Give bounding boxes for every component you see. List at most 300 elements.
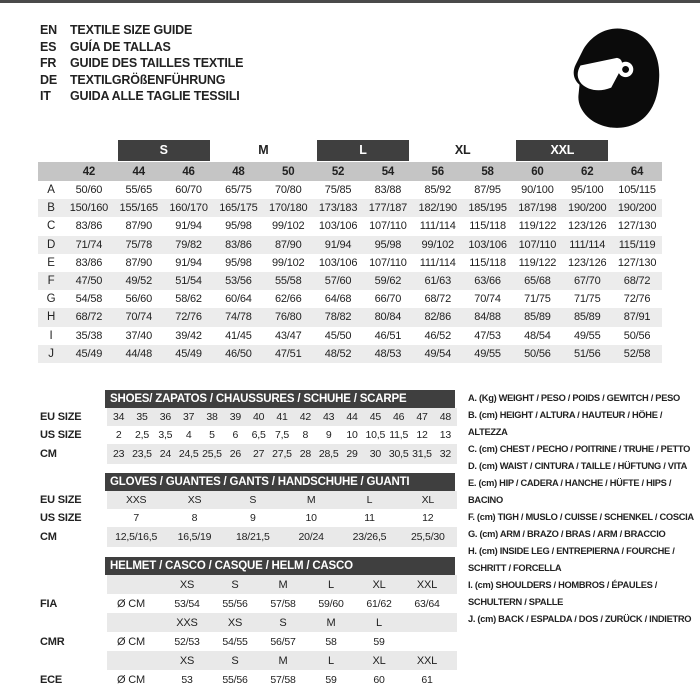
- table-cell: 35: [136, 411, 148, 423]
- table-cell: 75/85: [324, 184, 352, 197]
- table-cell: 83/86: [75, 220, 103, 233]
- size-label-cell: XXL: [416, 578, 438, 591]
- table-cell: 119/122: [518, 220, 557, 233]
- table-cell: 60: [373, 673, 385, 686]
- table-cell: 25,5/30: [411, 531, 445, 543]
- legend-item: D. (cm) WAIST / CINTURA / TAILLE / HÜFTUNG / VITA: [468, 461, 688, 471]
- table-cell: 28: [299, 448, 311, 460]
- table-cell: 12,5/16,5: [115, 531, 158, 543]
- size-group-spacer: [38, 140, 64, 161]
- helmet-title: HELMET / CASCO / CASQUE / HELM / CASCO: [105, 557, 455, 575]
- table-cell: XL: [421, 494, 435, 506]
- table-cell: 9: [325, 429, 332, 441]
- row-values: [107, 613, 457, 632]
- table-cell: 70/74: [474, 293, 501, 306]
- shoes-table: [38, 390, 458, 464]
- table-cell: 59/60: [318, 597, 344, 610]
- table-cell: 16,5/19: [177, 531, 212, 543]
- table-cell: 105/115: [618, 184, 656, 197]
- table-row: [38, 345, 662, 363]
- row-label: [38, 575, 107, 594]
- table-cell: S: [249, 494, 257, 506]
- size-label-cell: XS: [227, 616, 243, 629]
- table-cell: 107/110: [369, 256, 407, 269]
- table-cell: 103/106: [318, 220, 358, 233]
- size-label-cell: S: [279, 616, 287, 629]
- language-text: TEXTILGRÖßENFÜHRUNG: [70, 72, 226, 87]
- table-cell: 31,5: [412, 448, 432, 460]
- table-cell: 74/78: [225, 311, 252, 324]
- table-cell: 72/76: [623, 293, 651, 306]
- table-row: [38, 509, 458, 527]
- table-cell: 24,5: [178, 448, 199, 460]
- table-cell: 49/54: [424, 347, 451, 360]
- language-code: IT: [40, 89, 51, 103]
- size-group-label: XXL: [516, 140, 608, 161]
- table-row: [38, 408, 458, 426]
- language-code: FR: [40, 56, 57, 70]
- table-cell: L: [366, 494, 373, 506]
- table-cell: 7: [133, 512, 139, 524]
- table-cell: 12: [422, 512, 434, 524]
- table-cell: 87/90: [125, 256, 152, 269]
- size-label-cell: L: [328, 654, 334, 667]
- table-cell: 65/75: [225, 184, 252, 197]
- table-cell: 38: [206, 411, 218, 423]
- legend-item: C. (cm) CHEST / PECHO / POITRINE / TRUHE / PETTO: [468, 444, 691, 454]
- table-cell: 57/58: [270, 673, 296, 686]
- size-column-header: 52: [331, 165, 345, 178]
- size-column-header: 48: [232, 165, 245, 178]
- table-cell: 48: [439, 411, 451, 423]
- table-cell: 27: [253, 448, 265, 460]
- table-row: [38, 426, 458, 444]
- table-cell: 70/80: [274, 184, 302, 197]
- table-cell: 26: [229, 448, 241, 460]
- row-label: C: [46, 220, 56, 233]
- size-column-header: 56: [431, 165, 444, 178]
- table-row: [38, 181, 662, 199]
- table-row: [38, 308, 662, 326]
- legend-item: G. (cm) ARM / BRAZO / BRAS / ARM / BRACCIO: [468, 529, 666, 539]
- gloves-table: [38, 473, 458, 547]
- table-cell: 45: [369, 411, 381, 423]
- table-cell: 78/82: [324, 311, 352, 324]
- table-cell: 11,5: [389, 429, 409, 441]
- table-cell: 68/72: [75, 311, 103, 324]
- top-border-divider: [0, 0, 700, 3]
- table-cell: 45/49: [75, 347, 103, 360]
- table-cell: 23: [113, 448, 125, 460]
- table-cell: 87/91: [623, 311, 651, 324]
- table-cell: 85/89: [524, 311, 551, 324]
- table-cell: 70/74: [125, 311, 152, 324]
- helmet-table: [38, 557, 458, 689]
- legend-item: E. (cm) HIP / CADERA / HANCHE / HÜFTE / HIPS / BACINO: [468, 478, 672, 505]
- size-group-label: L: [317, 140, 409, 161]
- table-cell: 107/110: [369, 220, 407, 233]
- table-cell: 52/58: [623, 347, 651, 360]
- table-cell: 5: [209, 429, 215, 441]
- table-cell: 32: [439, 448, 451, 460]
- table-cell: 61: [421, 673, 433, 686]
- table-cell: 10: [346, 429, 358, 441]
- main-size-table-body: [38, 181, 662, 363]
- table-cell: 45/50: [324, 329, 352, 342]
- table-cell: 59: [325, 673, 337, 686]
- table-cell: 83/86: [225, 238, 252, 251]
- table-row: [38, 594, 458, 613]
- table-cell: 3,5: [158, 429, 173, 441]
- table-cell: 127/130: [617, 220, 657, 233]
- table-cell: 90/100: [521, 184, 554, 197]
- row-label: CM: [40, 531, 57, 543]
- table-cell: 72/76: [175, 311, 202, 324]
- table-cell: 119/122: [518, 256, 557, 269]
- row-values: [107, 651, 457, 670]
- table-cell: 47: [416, 411, 428, 423]
- table-cell: 49/52: [125, 275, 152, 288]
- size-column-header: 54: [381, 165, 395, 178]
- table-cell: 111/114: [419, 256, 456, 269]
- table-cell: 29: [346, 448, 358, 460]
- row-values: [107, 444, 457, 464]
- legend-item: F. (cm) TIGH / MUSLO / CUISSE / SCHENKEL / COSCIA: [468, 512, 694, 522]
- size-column-header: 44: [132, 165, 145, 178]
- table-cell: 45/49: [175, 347, 202, 360]
- table-cell: 6: [232, 429, 239, 441]
- table-cell: 182/190: [418, 202, 457, 215]
- table-cell: 56/57: [270, 635, 296, 648]
- table-cell: 50/56: [623, 329, 651, 342]
- row-label: A: [47, 184, 55, 197]
- table-cell: 44: [346, 411, 358, 423]
- table-cell: 91/94: [324, 238, 352, 251]
- table-cell: 49/55: [573, 329, 601, 342]
- table-cell: 60/70: [175, 184, 202, 197]
- table-cell: 52/53: [174, 635, 200, 648]
- legend-item: J. (cm) BACK / ESPALDA / DOS / ZURÜCK / INDIETRO: [468, 614, 692, 624]
- table-cell: 30,5: [388, 448, 409, 460]
- table-cell: 49/55: [474, 347, 501, 360]
- language-code: DE: [40, 72, 57, 87]
- table-cell: 48/53: [374, 347, 402, 360]
- table-cell: 8: [302, 429, 309, 441]
- table-cell: 127/130: [617, 256, 657, 269]
- size-label-cell: L: [376, 616, 382, 629]
- table-cell: 91/94: [175, 220, 202, 233]
- table-cell: 103/106: [318, 256, 358, 269]
- table-cell: 84/88: [474, 311, 501, 324]
- table-cell: 27,5: [272, 448, 292, 460]
- table-cell: 8: [191, 512, 198, 524]
- table-cell: 55/56: [222, 597, 248, 610]
- size-group-spacer: [64, 140, 114, 161]
- table-cell: 103/106: [468, 238, 507, 251]
- legend-item: H. (cm) INSIDE LEG / ENTREPIERNA / FOURCHE / SCHRITT / FORCELLA: [468, 546, 675, 573]
- helmet-icon-svg: [568, 24, 664, 134]
- table-cell: 57/58: [270, 597, 296, 610]
- table-cell: 62/66: [274, 293, 302, 306]
- table-cell: 39: [229, 411, 241, 423]
- row-values: [107, 426, 457, 444]
- table-cell: 185/195: [468, 202, 507, 215]
- table-cell: 66/70: [374, 293, 402, 306]
- shoes-title: SHOES/ ZAPATOS / CHAUSSURES / SCHUHE / SCARPE: [105, 390, 455, 408]
- table-cell: 76/80: [274, 311, 302, 324]
- table-cell: 56/60: [125, 293, 152, 306]
- table-cell: 54/58: [75, 293, 103, 306]
- size-column-header: 64: [630, 165, 644, 178]
- row-label: EU SIZE: [40, 411, 82, 423]
- table-cell: 99/102: [272, 220, 305, 233]
- size-label-cell: L: [328, 578, 334, 591]
- language-text: GUIDA ALLE TAGLIE TESSILI: [70, 89, 240, 103]
- table-cell: 95/98: [225, 220, 252, 233]
- table-cell: 68/72: [623, 275, 651, 288]
- table-cell: 170/180: [269, 202, 308, 215]
- table-cell: 4: [185, 429, 192, 441]
- table-cell: 99/102: [272, 256, 305, 269]
- language-code: ES: [40, 39, 57, 54]
- table-cell: 91/94: [175, 256, 202, 269]
- table-cell: 115/119: [618, 238, 656, 251]
- table-cell: 111/114: [419, 220, 456, 233]
- table-cell: 63/66: [474, 275, 501, 288]
- table-cell: 54/55: [222, 635, 248, 648]
- table-cell: 47/53: [474, 329, 501, 342]
- table-cell: 36: [159, 411, 171, 423]
- row-label: E: [47, 256, 55, 269]
- table-cell: 190/200: [568, 202, 607, 215]
- table-row: [38, 199, 662, 217]
- table-cell: 44/48: [125, 347, 152, 360]
- table-cell: 51/56: [573, 347, 601, 360]
- table-cell: 58/62: [175, 293, 202, 306]
- table-cell: 79/82: [175, 238, 202, 251]
- table-cell: 53/54: [174, 597, 200, 610]
- table-cell: 24: [159, 448, 171, 460]
- size-group-spacer: [612, 140, 662, 161]
- size-column-header: 60: [531, 165, 544, 178]
- table-cell: 35/38: [75, 329, 103, 342]
- helmet-sizes-row: [38, 613, 458, 632]
- table-cell: 40: [253, 411, 265, 423]
- table-cell: XXS: [125, 494, 147, 506]
- table-cell: 13: [439, 429, 451, 441]
- row-label: B: [47, 202, 55, 215]
- size-column-header: 42: [82, 165, 96, 178]
- row-label: ECE: [40, 673, 63, 686]
- table-cell: 99/102: [421, 238, 454, 251]
- gloves-rows: [38, 491, 458, 547]
- row-label: CM: [40, 448, 57, 460]
- table-row: [38, 670, 458, 689]
- row-label: [38, 651, 107, 670]
- table-row: [38, 527, 458, 547]
- size-group-label: M: [258, 143, 269, 157]
- size-label-cell: XXS: [176, 616, 198, 629]
- table-row: [38, 444, 458, 464]
- table-cell: 6,5: [251, 429, 266, 441]
- row-label: CMR: [40, 635, 65, 648]
- legend-item: I. (cm) SHOULDERS / HOMBROS / ÉPAULES / SCHULTERN / SPALLE: [468, 580, 658, 607]
- table-cell: 11: [364, 512, 375, 524]
- size-label-cell: XS: [179, 578, 195, 591]
- language-row: [40, 39, 243, 56]
- table-row: [38, 236, 662, 254]
- table-row: [38, 327, 662, 345]
- table-cell: 80/84: [374, 311, 402, 324]
- size-column-header: 50: [282, 165, 295, 178]
- table-cell: 75/78: [125, 238, 152, 251]
- size-label-cell: M: [278, 654, 288, 667]
- table-cell: 71/75: [573, 293, 601, 306]
- size-label-cell: M: [326, 616, 336, 629]
- size-columns-row: [38, 162, 662, 181]
- table-cell: 37/40: [125, 329, 152, 342]
- table-row: [38, 290, 662, 308]
- size-label-cell: XXL: [416, 654, 438, 667]
- table-cell: 95/100: [571, 184, 604, 197]
- table-cell: 123/126: [568, 256, 607, 269]
- table-row: [38, 491, 458, 509]
- table-cell: 87/95: [474, 184, 501, 197]
- row-label: G: [46, 293, 56, 306]
- row-label: US SIZE: [40, 429, 82, 441]
- table-row: [38, 217, 662, 235]
- table-cell: 10: [305, 512, 317, 524]
- shoes-rows: [38, 408, 458, 464]
- legend-item: B. (cm) HEIGHT / ALTURA / HAUTEUR / HÖHE / ALTEZZA: [468, 410, 663, 437]
- table-cell: 177/187: [368, 202, 408, 215]
- table-cell: 83/88: [374, 184, 402, 197]
- table-cell: 165/175: [219, 202, 258, 215]
- table-cell: 53: [181, 673, 193, 686]
- row-values: [107, 408, 457, 426]
- table-cell: 155/165: [119, 202, 158, 215]
- table-row: [38, 632, 458, 651]
- table-cell: 42: [299, 411, 311, 423]
- table-cell: 12: [416, 429, 428, 441]
- row-label: US SIZE: [40, 512, 82, 524]
- table-cell: 107/110: [518, 238, 557, 251]
- table-cell: 7,5: [274, 429, 289, 441]
- table-cell: 10,5: [365, 429, 386, 441]
- table-cell: 55/58: [274, 275, 302, 288]
- table-cell: 25,5: [202, 448, 222, 460]
- table-cell: 37: [183, 411, 195, 423]
- size-column-header: 46: [182, 165, 195, 178]
- table-cell: 87/90: [125, 220, 152, 233]
- table-cell: 41: [276, 411, 288, 423]
- table-cell: 39/42: [175, 329, 202, 342]
- table-cell: 61/62: [366, 597, 392, 610]
- table-cell: 34: [113, 411, 125, 423]
- language-text: GUIDE DES TAILLES TEXTILE: [70, 56, 244, 70]
- table-cell: 115/118: [469, 220, 506, 233]
- gloves-title: GLOVES / GUANTES / GANTS / HANDSCHUHE / GUANTI: [105, 473, 455, 491]
- table-cell: 18/21,5: [236, 531, 270, 543]
- table-cell: 20/24: [298, 531, 324, 543]
- table-cell: 50/60: [75, 184, 103, 197]
- language-row: [40, 22, 243, 39]
- table-cell: 115/118: [469, 256, 506, 269]
- table-cell: 111/114: [569, 238, 606, 251]
- table-cell: 68/72: [424, 293, 451, 306]
- language-row: [40, 55, 243, 72]
- row-label: FIA: [40, 597, 58, 610]
- size-label-cell: XL: [372, 578, 386, 591]
- table-cell: 51/54: [175, 275, 202, 288]
- table-cell: 28,5: [318, 448, 339, 460]
- table-cell: 82/86: [424, 311, 451, 324]
- row-values: [107, 632, 457, 651]
- language-row: [40, 72, 243, 89]
- unit-cell: Ø CM: [117, 597, 145, 610]
- unit-cell: Ø CM: [117, 673, 145, 686]
- helmet-sizes-row: [38, 651, 458, 670]
- table-cell: 85/92: [424, 184, 451, 197]
- helmet-icon: [568, 24, 664, 134]
- size-label-cell: XL: [372, 654, 386, 667]
- unit-cell: Ø CM: [117, 635, 145, 648]
- table-cell: 123/126: [568, 220, 607, 233]
- table-cell: 65/68: [524, 275, 551, 288]
- table-cell: 46/50: [225, 347, 252, 360]
- row-label: I: [49, 329, 53, 342]
- table-cell: M: [306, 494, 316, 506]
- row-label: J: [48, 347, 54, 360]
- row-values: [107, 509, 457, 527]
- table-cell: 2,5: [134, 429, 149, 441]
- table-cell: 60/64: [225, 293, 252, 306]
- size-group-header-row: [38, 140, 662, 161]
- main-size-table: [38, 140, 662, 363]
- size-label-cell: S: [231, 654, 239, 667]
- table-cell: 47/50: [75, 275, 103, 288]
- table-cell: 46/51: [374, 329, 402, 342]
- row-values: [107, 527, 457, 547]
- row-label: [38, 613, 107, 632]
- helmet-sizes-row: [38, 575, 458, 594]
- table-cell: 71/74: [75, 238, 103, 251]
- table-cell: 48/52: [324, 347, 352, 360]
- size-label-cell: M: [278, 578, 288, 591]
- table-cell: 46: [393, 411, 405, 423]
- table-cell: 46/52: [424, 329, 451, 342]
- row-label: H: [46, 311, 56, 324]
- table-cell: 50/56: [524, 347, 551, 360]
- table-cell: 23,5: [132, 448, 152, 460]
- helmet-rows: [38, 575, 458, 689]
- table-cell: XS: [187, 494, 202, 506]
- table-cell: 85/89: [573, 311, 601, 324]
- table-cell: 47/51: [274, 347, 302, 360]
- row-label: EU SIZE: [40, 494, 82, 506]
- table-cell: 64/68: [324, 293, 352, 306]
- table-cell: 83/86: [75, 256, 103, 269]
- size-column-header: 58: [481, 165, 494, 178]
- table-cell: 2: [115, 429, 122, 441]
- size-group-label: XL: [454, 143, 471, 157]
- row-values: [107, 594, 457, 613]
- row-label: F: [47, 275, 55, 288]
- table-cell: 41/45: [225, 329, 252, 342]
- table-cell: 59/62: [374, 275, 402, 288]
- size-label-cell: S: [231, 578, 239, 591]
- size-label-cell: XS: [179, 654, 195, 667]
